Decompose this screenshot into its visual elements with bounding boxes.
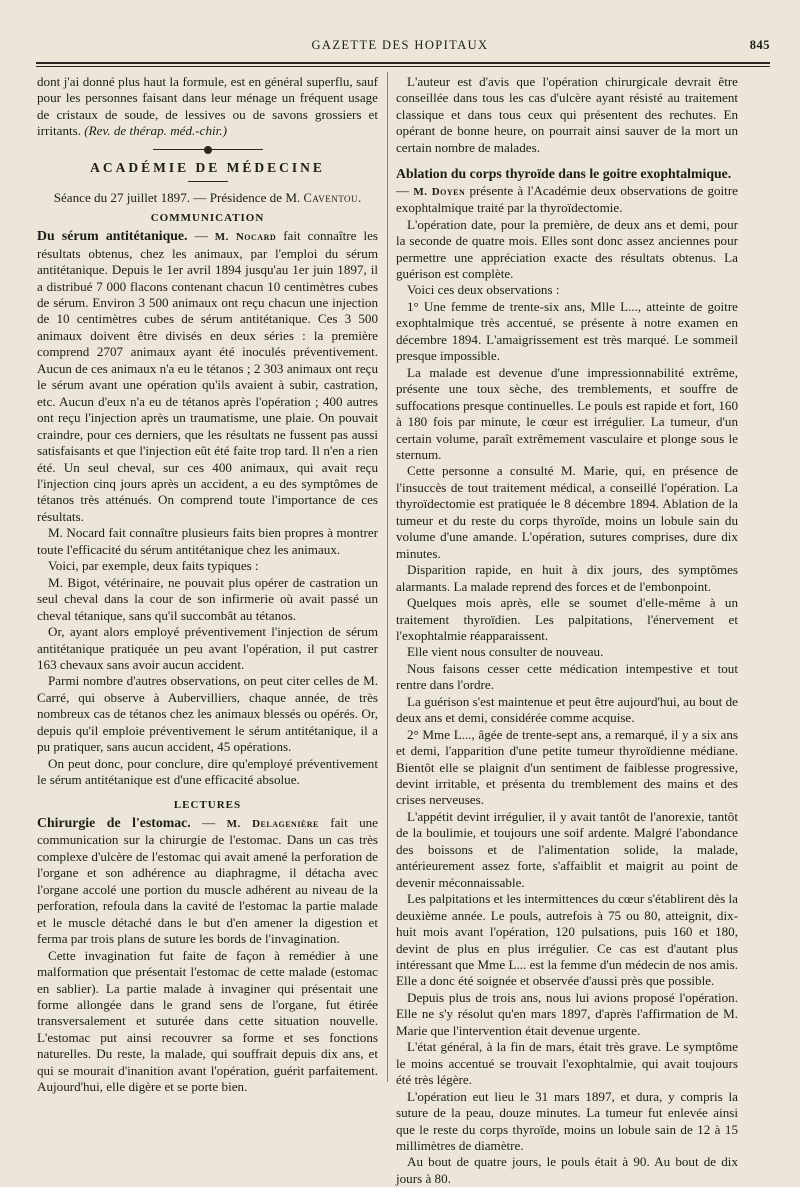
section-title: ACADÉMIE DE MÉDECINE [90,159,325,175]
thyroide-paragraph: Nous faisons cesser cette médication intempestive et tout rentre dans l'ordre. [396,660,738,693]
estomac-paragraph: Cette invagination fut faite de façon à remédier à une malformation que présentait l'estomac de cette malade (estomac en sablier). La partie malade à invaginer qui présentait une forme allongée dans le grand sens de l'organe, fut étirée transversalement et suturée dans cette situation nouvelle. L'estomac put ainsi recouvrer sa forme et ses fonctions naturelles. Du reste, la malade, qui souffrait depuis dix ans, et qui se mourait d'inanition avant l'opération, guérit parfaitement. Aujourd'hui, elle digère et se porte bien. [37,947,378,1095]
left-column [37,74,378,1096]
serum-text: fait connaître les résultats obtenus, chez les animaux, par l'emploi du sérum antitétanique. Depuis le 1er avril 1894 jusqu'au 1er juin 1897, il a distribué 7 000 flacons contenant chacun 10 centimètres cubes de sérum. Environ 3 500 animaux ont reçu chacun une injection de 10 centimètres cubes de sérum antitétanique. Ces 3 500 animaux doivent être divisés en deux séries : la première comprend 2707 animaux ayant été inoculés préventivement. Aucun de ces animaux n'a eu le tétanos ; 2 303 animaux ont reçu le sérum avant une opération qu'ils avaient à subir, castration, etc. Aucun d'eux n'a eu de tétanos après l'opération ; 400 autres ont reçu l'injection après un traumatisme, une plaie. On pouvait craindre, pour ces derniers, que les résultats ne fussent pas aussi satisfaisants et que l'injection eût été faite trop tard. Il n'en a rien été. Un seul cheval, sur ces 400 animaux, qui avait reçu l'injection cinq jours après un accident, a eu des symptômes de tétanos très atténués. On comprend toute l'importance de ces résultats. [37,228,378,524]
thyroide-paragraph: 1° Une femme de trente-six ans, Mlle L..., atteinte de goitre exophtalmique très accentué, se présente à notre examen en décembre 1894. L'amaigrissement est très marqué. Le sommeil presque impossible. [396,298,738,364]
thyroide-article-lead [396,166,738,216]
dash: — [190,815,227,831]
estomac-author: M. Delagenière [226,818,319,831]
title-rule [188,181,228,182]
estomac-article-lead [37,815,378,948]
thyroide-paragraph: Au bout de quatre jours, le pouls était à 90. Au bout de dix jours à 80. [396,1154,738,1186]
thyroide-paragraph: L'opération eut lieu le 31 mars 1897, et dura, y compris la suture de la peau, douze minutes. La tumeur fut enlevée ainsi que le reste du corps thyroïde, moins un lobule sain de 12 à 15 millimètres de diamètre. [396,1088,738,1153]
serum-article-title: Du sérum antitétanique. [37,228,188,244]
serum-author: M. Nocard [214,231,277,244]
seance-text: Séance du 27 juillet 1897. — Présidence de M. [53,190,304,206]
seance-line [37,190,378,206]
serum-paragraph: Or, ayant alors employé préventivement l'injection de sérum antitétanique pratiquée un peu avant l'opération, il put castrer 163 chevaux sans avoir aucun accident. [37,624,378,672]
serum-paragraph: M. Bigot, vétérinaire, ne pouvait plus opérer de castration un seul cheval dans la cour de son infirmerie où avait passé un cheval tétanique, sans qu'il succombât au tétanos. [37,574,378,623]
seance-end: . [358,190,362,206]
thyroide-paragraph: Disparition rapide, en huit à dix jours, des symptômes alarmants. La malade reprend des forces et de l'embonpoint. [396,562,738,594]
journal-title: GAZETTE DES HOPITAUX [311,38,489,52]
header-rule [36,62,770,64]
thyroide-paragraph: Cette personne a consulté M. Marie, qui, en présence de l'insuccès de tout traitement médical, a conseillé l'opération. La thyroïdectomie est pratiquée le 8 décembre 1894. Ablation de la tumeur et du reste du corps thyroïde, moins un lobule sain du volume d'une amande. L'opération, sutures comprises, dure dix minutes. [396,463,738,561]
estomac-conclusion: L'auteur est d'avis que l'opération chirurgicale devrait être conseillée dans tous les cas d'ulcère ayant résisté au traitement classique et dans tous ceux qui présentent des rechutes. En opérant de bonne heure, on pourrait ainsi sauver de la mort un certain nombre de malades. [396,74,738,155]
lectures-heading: LECTURES [173,798,242,811]
column-divider [387,72,388,1082]
thyroide-author: M. Doyen [413,185,466,198]
thyroide-paragraph: Les palpitations et les intermittences du cœur s'établirent dès la deuxième année. Le pouls, autrefois à 75 ou 80, atteignit, dix-huit mois avant l'opération, 120 pulsations, puis 160 et 180, devint de plus en plus irrégulier. Ce cas est d'autant plus intéressant que Mme L... est la femme d'un médecin de nos amis. Elle a donc été soignée et observée d'aussi près que possible. [396,891,738,989]
thyroide-paragraph: La malade est devenue d'une impressionnabilité extrême, présente une toux sèche, des tremblements, et souffre de suffocations presque continuelles. Le pouls est rapide et fort, 160 à 180 fois par minute, le cœur est irrégulier. La tumeur, d'un certain volume, paraît extrêmement vasculaire et plonge sous le sternum. [396,364,738,462]
thyroide-paragraph: L'opération date, pour la première, de deux ans et demi, pour la seconde de quatre mois. Elles sont donc assez anciennes pour permettre une appréciation exacte des résultats obtenus. La guérison est complète. [396,216,738,281]
dash: — [396,182,414,198]
thyroide-text: présente à l'Académie deux observations de goitre exophtalmique traité par la thyroïdectomie. [396,182,738,216]
thyroide-paragraph: Quelques mois après, elle se soumet d'elle-même à un traitement thyroïdien. Les palpitations, l'énervement et l'exophtalmie réapparaissent. [396,595,738,643]
section-separator [153,149,263,150]
intro-text: dont j'ai donné plus haut la formule, est en général superflu, sauf pour les personnes faisant dans leur ménage un fréquent usage de cristaux de soude, de lessives ou de savons grossiers et irritants. [37,74,378,139]
thyroide-paragraph: Depuis plus de trois ans, nous lui avions proposé l'opération. Elle ne s'y résolut qu'en mars 1897, d'après l'affirmation de M. Marie que l'intervention était devenue urgente. [396,989,738,1038]
serum-paragraph: Parmi nombre d'autres observations, on peut citer celles de M. Carré, qui observe à Aubervilliers, chaque année, de très nombreux cas de tétanos chez les animaux blessés ou opérés. Or, depuis qu'il emploie préventivement le sérum antitétanique, il a pu pratiquer, sans aucun accident, 45 opérations. [37,673,378,755]
estomac-text: fait une communication sur la chirurgie de l'estomac. Dans un cas très complexe d'ulcère de l'estomac qui avait amené la perforation de l'organe et son adhérence au diaphragme, il détacha avec l'organe accolé une portion du muscle adhérent au niveau de la perforation, refoula dans la cavité de l'estomac la partie malade et le muscle détaché dans le but d'en amener la digestion et ferma par trois plans de suture les bords de l'invagination. [37,815,378,947]
serum-paragraph: M. Nocard fait connaître plusieurs faits bien propres à montrer toute l'efficacité du sérum antitétanique chez les animaux. [37,525,378,557]
estomac-article-title: Chirurgie de l'estomac. [37,815,191,831]
thyroide-paragraph: Voici ces deux observations : [407,282,560,298]
right-column [396,74,738,1187]
thyroide-article-title: Ablation du corps thyroïde dans le goitre exophtalmique. [396,166,732,182]
serum-paragraph: Voici, par exemple, deux faits typiques : [48,558,259,574]
thyroide-paragraph: La guérison s'est maintenue et peut être aujourd'hui, au bout de deux ans et demi, considérée comme acquise. [396,693,738,726]
thyroide-paragraph: L'état général, à la fin de mars, était très grave. Le symptôme le moins accentué se trouvait l'exophtalmie, qui avait toujours été très légère. [396,1039,738,1088]
separator-ornament [204,146,212,154]
thyroide-paragraph: 2° Mme L..., âgée de trente-sept ans, a remarqué, il y a six ans et demi, l'apparition d'une petite tumeur thyroïdienne médiane. Bientôt elle se plaignit d'un sentiment de faiblesse progressive, devint irritable, et présenta du tremblement des mains et des crises nerveuses. [396,726,738,808]
running-head [30,38,770,58]
serum-paragraph: On peut donc, pour conclure, dire qu'employé préventivement le sérum antitétanique est d'une efficacité absolue. [37,755,378,788]
intro-source: (Rev. de thérap. méd.-chir.) [84,123,227,139]
header-rule-thin [36,66,770,67]
dash: — [187,228,215,244]
seance-president: Caventou [303,191,359,206]
intro-paragraph [37,74,378,140]
serum-article-lead [37,228,378,525]
page-number: 845 [749,38,770,52]
communication-heading: COMMUNICATION [150,211,265,224]
thyroide-paragraph: L'appétit devint irrégulier, il y avait tantôt de l'anorexie, tantôt de la boulimie, et toujours une soif ardente. Malgré l'abondance des boissons et de l'alimentation solide, la malade, antérieurement assez forte, s'affaiblit et maigrit au point de devenir méconnaissable. [396,808,738,890]
thyroide-paragraph: Elle vient nous consulter de nouveau. [407,644,604,660]
